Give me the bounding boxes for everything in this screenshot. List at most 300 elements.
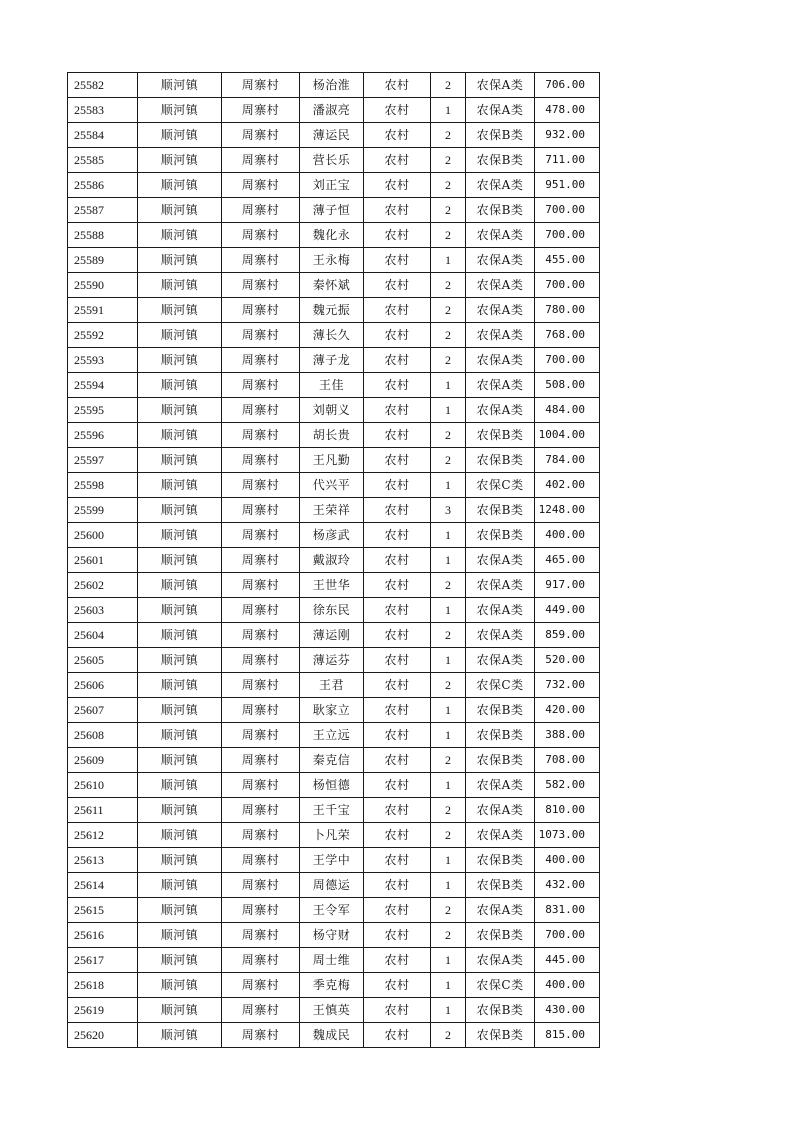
- record-id-cell: 25601: [68, 548, 138, 573]
- town-cell: 顺河镇: [138, 98, 222, 123]
- town-cell: 顺河镇: [138, 148, 222, 173]
- person-count-cell: 1: [431, 523, 466, 548]
- record-id-cell: 25600: [68, 523, 138, 548]
- household-type-cell: 农村: [364, 1023, 431, 1048]
- household-type-cell: 农村: [364, 698, 431, 723]
- table-row: [68, 773, 600, 798]
- town-cell: 顺河镇: [138, 123, 222, 148]
- name-cell: 王令军: [300, 898, 364, 923]
- name-cell: 薄运刚: [300, 623, 364, 648]
- town-cell: 顺河镇: [138, 348, 222, 373]
- table-row: [68, 223, 600, 248]
- person-count-cell: 1: [431, 948, 466, 973]
- table-row: [68, 398, 600, 423]
- person-count-cell: 2: [431, 898, 466, 923]
- record-id-cell: 25583: [68, 98, 138, 123]
- table-row: [68, 898, 600, 923]
- town-cell: 顺河镇: [138, 723, 222, 748]
- household-type-cell: 农村: [364, 723, 431, 748]
- insurance-category-cell: 农保A类: [466, 398, 535, 423]
- table-row: [68, 523, 600, 548]
- amount-cell: 917.00: [535, 573, 600, 598]
- amount-cell: 432.00: [535, 873, 600, 898]
- village-cell: 周寨村: [222, 773, 300, 798]
- village-cell: 周寨村: [222, 73, 300, 98]
- name-cell: 卜凡荣: [300, 823, 364, 848]
- table-row: [68, 873, 600, 898]
- name-cell: 薄运芬: [300, 648, 364, 673]
- name-cell: 刘朝义: [300, 398, 364, 423]
- insurance-category-cell: 农保B类: [466, 1023, 535, 1048]
- amount-cell: 478.00: [535, 98, 600, 123]
- amount-cell: 708.00: [535, 748, 600, 773]
- town-cell: 顺河镇: [138, 448, 222, 473]
- person-count-cell: 1: [431, 248, 466, 273]
- name-cell: 王佳: [300, 373, 364, 398]
- town-cell: 顺河镇: [138, 673, 222, 698]
- village-cell: 周寨村: [222, 423, 300, 448]
- insurance-category-cell: 农保C类: [466, 673, 535, 698]
- village-cell: 周寨村: [222, 798, 300, 823]
- household-type-cell: 农村: [364, 273, 431, 298]
- name-cell: 戴淑玲: [300, 548, 364, 573]
- amount-cell: 711.00: [535, 148, 600, 173]
- village-cell: 周寨村: [222, 823, 300, 848]
- insurance-category-cell: 农保A类: [466, 623, 535, 648]
- insurance-category-cell: 农保A类: [466, 598, 535, 623]
- village-cell: 周寨村: [222, 223, 300, 248]
- table-row: [68, 123, 600, 148]
- record-id-cell: 25588: [68, 223, 138, 248]
- table-row: [68, 648, 600, 673]
- village-cell: 周寨村: [222, 298, 300, 323]
- record-id-cell: 25593: [68, 348, 138, 373]
- name-cell: 杨治淮: [300, 73, 364, 98]
- person-count-cell: 1: [431, 973, 466, 998]
- table-row: [68, 698, 600, 723]
- household-type-cell: 农村: [364, 123, 431, 148]
- village-cell: 周寨村: [222, 373, 300, 398]
- amount-cell: 430.00: [535, 998, 600, 1023]
- household-type-cell: 农村: [364, 373, 431, 398]
- record-id-cell: 25599: [68, 498, 138, 523]
- household-type-cell: 农村: [364, 73, 431, 98]
- town-cell: 顺河镇: [138, 623, 222, 648]
- name-cell: 魏成民: [300, 1023, 364, 1048]
- insurance-category-cell: 农保A类: [466, 548, 535, 573]
- amount-cell: 400.00: [535, 848, 600, 873]
- record-id-cell: 25618: [68, 973, 138, 998]
- village-cell: 周寨村: [222, 198, 300, 223]
- household-type-cell: 农村: [364, 773, 431, 798]
- town-cell: 顺河镇: [138, 898, 222, 923]
- insurance-category-cell: 农保C类: [466, 973, 535, 998]
- person-count-cell: 2: [431, 73, 466, 98]
- village-cell: 周寨村: [222, 1023, 300, 1048]
- household-type-cell: 农村: [364, 798, 431, 823]
- person-count-cell: 2: [431, 748, 466, 773]
- records-table: [67, 72, 600, 1048]
- town-cell: 顺河镇: [138, 1023, 222, 1048]
- record-id-cell: 25602: [68, 573, 138, 598]
- household-type-cell: 农村: [364, 223, 431, 248]
- name-cell: 徐东民: [300, 598, 364, 623]
- person-count-cell: 1: [431, 873, 466, 898]
- name-cell: 杨守财: [300, 923, 364, 948]
- name-cell: 王慎英: [300, 998, 364, 1023]
- table-row: [68, 273, 600, 298]
- record-id-cell: 25589: [68, 248, 138, 273]
- town-cell: 顺河镇: [138, 973, 222, 998]
- household-type-cell: 农村: [364, 898, 431, 923]
- household-type-cell: 农村: [364, 973, 431, 998]
- amount-cell: 932.00: [535, 123, 600, 148]
- name-cell: 刘正宝: [300, 173, 364, 198]
- household-type-cell: 农村: [364, 248, 431, 273]
- household-type-cell: 农村: [364, 423, 431, 448]
- person-count-cell: 2: [431, 623, 466, 648]
- town-cell: 顺河镇: [138, 798, 222, 823]
- insurance-category-cell: 农保B类: [466, 148, 535, 173]
- village-cell: 周寨村: [222, 748, 300, 773]
- person-count-cell: 2: [431, 173, 466, 198]
- person-count-cell: 2: [431, 123, 466, 148]
- insurance-category-cell: 农保A类: [466, 73, 535, 98]
- name-cell: 杨恒德: [300, 773, 364, 798]
- person-count-cell: 2: [431, 448, 466, 473]
- name-cell: 王世华: [300, 573, 364, 598]
- household-type-cell: 农村: [364, 473, 431, 498]
- insurance-category-cell: 农保A类: [466, 898, 535, 923]
- town-cell: 顺河镇: [138, 573, 222, 598]
- record-id-cell: 25620: [68, 1023, 138, 1048]
- person-count-cell: 2: [431, 198, 466, 223]
- person-count-cell: 1: [431, 598, 466, 623]
- town-cell: 顺河镇: [138, 648, 222, 673]
- amount-cell: 810.00: [535, 798, 600, 823]
- amount-cell: 768.00: [535, 323, 600, 348]
- person-count-cell: 2: [431, 423, 466, 448]
- person-count-cell: 1: [431, 998, 466, 1023]
- household-type-cell: 农村: [364, 148, 431, 173]
- household-type-cell: 农村: [364, 298, 431, 323]
- household-type-cell: 农村: [364, 548, 431, 573]
- record-id-cell: 25603: [68, 598, 138, 623]
- table-row: [68, 373, 600, 398]
- town-cell: 顺河镇: [138, 748, 222, 773]
- town-cell: 顺河镇: [138, 398, 222, 423]
- name-cell: 胡长贵: [300, 423, 364, 448]
- person-count-cell: 2: [431, 273, 466, 298]
- household-type-cell: 农村: [364, 648, 431, 673]
- person-count-cell: 2: [431, 673, 466, 698]
- village-cell: 周寨村: [222, 948, 300, 973]
- town-cell: 顺河镇: [138, 823, 222, 848]
- name-cell: 薄长久: [300, 323, 364, 348]
- record-id-cell: 25585: [68, 148, 138, 173]
- person-count-cell: 2: [431, 148, 466, 173]
- town-cell: 顺河镇: [138, 773, 222, 798]
- name-cell: 薄运民: [300, 123, 364, 148]
- amount-cell: 780.00: [535, 298, 600, 323]
- table-row: [68, 473, 600, 498]
- insurance-category-cell: 农保A类: [466, 373, 535, 398]
- household-type-cell: 农村: [364, 923, 431, 948]
- town-cell: 顺河镇: [138, 523, 222, 548]
- insurance-category-cell: 农保A类: [466, 223, 535, 248]
- record-id-cell: 25594: [68, 373, 138, 398]
- insurance-category-cell: 农保A类: [466, 648, 535, 673]
- amount-cell: 1004.00: [535, 423, 600, 448]
- person-count-cell: 2: [431, 323, 466, 348]
- village-cell: 周寨村: [222, 998, 300, 1023]
- table-row: [68, 798, 600, 823]
- record-id-cell: 25610: [68, 773, 138, 798]
- town-cell: 顺河镇: [138, 248, 222, 273]
- record-id-cell: 25616: [68, 923, 138, 948]
- village-cell: 周寨村: [222, 873, 300, 898]
- household-type-cell: 农村: [364, 998, 431, 1023]
- record-id-cell: 25619: [68, 998, 138, 1023]
- insurance-category-cell: 农保B类: [466, 723, 535, 748]
- village-cell: 周寨村: [222, 698, 300, 723]
- household-type-cell: 农村: [364, 498, 431, 523]
- household-type-cell: 农村: [364, 398, 431, 423]
- person-count-cell: 2: [431, 348, 466, 373]
- household-type-cell: 农村: [364, 748, 431, 773]
- name-cell: 魏元振: [300, 298, 364, 323]
- village-cell: 周寨村: [222, 448, 300, 473]
- village-cell: 周寨村: [222, 598, 300, 623]
- household-type-cell: 农村: [364, 948, 431, 973]
- amount-cell: 951.00: [535, 173, 600, 198]
- amount-cell: 1073.00: [535, 823, 600, 848]
- amount-cell: 388.00: [535, 723, 600, 748]
- household-type-cell: 农村: [364, 348, 431, 373]
- record-id-cell: 25596: [68, 423, 138, 448]
- town-cell: 顺河镇: [138, 548, 222, 573]
- table-row: [68, 448, 600, 473]
- insurance-category-cell: 农保A类: [466, 298, 535, 323]
- person-count-cell: 1: [431, 398, 466, 423]
- village-cell: 周寨村: [222, 573, 300, 598]
- insurance-category-cell: 农保B类: [466, 698, 535, 723]
- table-row: [68, 948, 600, 973]
- insurance-category-cell: 农保A类: [466, 773, 535, 798]
- village-cell: 周寨村: [222, 523, 300, 548]
- town-cell: 顺河镇: [138, 273, 222, 298]
- amount-cell: 784.00: [535, 448, 600, 473]
- amount-cell: 420.00: [535, 698, 600, 723]
- table-row: [68, 98, 600, 123]
- name-cell: 薄子恒: [300, 198, 364, 223]
- household-type-cell: 农村: [364, 848, 431, 873]
- record-id-cell: 25604: [68, 623, 138, 648]
- person-count-cell: 2: [431, 573, 466, 598]
- table-row: [68, 973, 600, 998]
- name-cell: 营长乐: [300, 148, 364, 173]
- person-count-cell: 1: [431, 773, 466, 798]
- name-cell: 季克梅: [300, 973, 364, 998]
- table-row: [68, 498, 600, 523]
- table-row: [68, 573, 600, 598]
- household-type-cell: 农村: [364, 623, 431, 648]
- name-cell: 周士维: [300, 948, 364, 973]
- town-cell: 顺河镇: [138, 848, 222, 873]
- name-cell: 代兴平: [300, 473, 364, 498]
- name-cell: 秦克信: [300, 748, 364, 773]
- insurance-category-cell: 农保A类: [466, 173, 535, 198]
- record-id-cell: 25608: [68, 723, 138, 748]
- person-count-cell: 2: [431, 1023, 466, 1048]
- table-row: [68, 73, 600, 98]
- amount-cell: 449.00: [535, 598, 600, 623]
- town-cell: 顺河镇: [138, 873, 222, 898]
- town-cell: 顺河镇: [138, 598, 222, 623]
- insurance-category-cell: 农保B类: [466, 423, 535, 448]
- record-id-cell: 25587: [68, 198, 138, 223]
- table-row: [68, 598, 600, 623]
- amount-cell: 400.00: [535, 973, 600, 998]
- insurance-category-cell: 农保B类: [466, 123, 535, 148]
- name-cell: 王永梅: [300, 248, 364, 273]
- table-row: [68, 423, 600, 448]
- table-row: [68, 348, 600, 373]
- village-cell: 周寨村: [222, 98, 300, 123]
- town-cell: 顺河镇: [138, 998, 222, 1023]
- village-cell: 周寨村: [222, 923, 300, 948]
- amount-cell: 706.00: [535, 73, 600, 98]
- household-type-cell: 农村: [364, 448, 431, 473]
- insurance-category-cell: 农保B类: [466, 498, 535, 523]
- record-id-cell: 25606: [68, 673, 138, 698]
- table-row: [68, 923, 600, 948]
- insurance-category-cell: 农保A类: [466, 98, 535, 123]
- amount-cell: 465.00: [535, 548, 600, 573]
- table-row: [68, 748, 600, 773]
- village-cell: 周寨村: [222, 673, 300, 698]
- table-row: [68, 1023, 600, 1048]
- amount-cell: 455.00: [535, 248, 600, 273]
- table-row: [68, 723, 600, 748]
- amount-cell: 400.00: [535, 523, 600, 548]
- table-row: [68, 148, 600, 173]
- household-type-cell: 农村: [364, 598, 431, 623]
- village-cell: 周寨村: [222, 623, 300, 648]
- village-cell: 周寨村: [222, 323, 300, 348]
- insurance-category-cell: 农保B类: [466, 848, 535, 873]
- person-count-cell: 1: [431, 98, 466, 123]
- household-type-cell: 农村: [364, 198, 431, 223]
- village-cell: 周寨村: [222, 248, 300, 273]
- village-cell: 周寨村: [222, 648, 300, 673]
- insurance-category-cell: 农保A类: [466, 323, 535, 348]
- insurance-category-cell: 农保B类: [466, 523, 535, 548]
- insurance-category-cell: 农保A类: [466, 573, 535, 598]
- town-cell: 顺河镇: [138, 948, 222, 973]
- name-cell: 王立远: [300, 723, 364, 748]
- table-row: [68, 623, 600, 648]
- person-count-cell: 1: [431, 548, 466, 573]
- town-cell: 顺河镇: [138, 698, 222, 723]
- person-count-cell: 3: [431, 498, 466, 523]
- person-count-cell: 2: [431, 223, 466, 248]
- village-cell: 周寨村: [222, 123, 300, 148]
- household-type-cell: 农村: [364, 573, 431, 598]
- name-cell: 王君: [300, 673, 364, 698]
- insurance-category-cell: 农保A类: [466, 348, 535, 373]
- amount-cell: 445.00: [535, 948, 600, 973]
- town-cell: 顺河镇: [138, 73, 222, 98]
- town-cell: 顺河镇: [138, 223, 222, 248]
- village-cell: 周寨村: [222, 548, 300, 573]
- name-cell: 薄子龙: [300, 348, 364, 373]
- household-type-cell: 农村: [364, 173, 431, 198]
- village-cell: 周寨村: [222, 498, 300, 523]
- table-row: [68, 823, 600, 848]
- person-count-cell: 1: [431, 473, 466, 498]
- town-cell: 顺河镇: [138, 473, 222, 498]
- record-id-cell: 25584: [68, 123, 138, 148]
- name-cell: 耿家立: [300, 698, 364, 723]
- household-type-cell: 农村: [364, 673, 431, 698]
- amount-cell: 700.00: [535, 273, 600, 298]
- record-id-cell: 25612: [68, 823, 138, 848]
- person-count-cell: 1: [431, 698, 466, 723]
- person-count-cell: 1: [431, 373, 466, 398]
- record-id-cell: 25609: [68, 748, 138, 773]
- record-id-cell: 25611: [68, 798, 138, 823]
- village-cell: 周寨村: [222, 148, 300, 173]
- name-cell: 王学中: [300, 848, 364, 873]
- amount-cell: 402.00: [535, 473, 600, 498]
- village-cell: 周寨村: [222, 473, 300, 498]
- name-cell: 杨彦武: [300, 523, 364, 548]
- record-id-cell: 25592: [68, 323, 138, 348]
- town-cell: 顺河镇: [138, 923, 222, 948]
- record-id-cell: 25590: [68, 273, 138, 298]
- village-cell: 周寨村: [222, 173, 300, 198]
- town-cell: 顺河镇: [138, 498, 222, 523]
- person-count-cell: 1: [431, 848, 466, 873]
- table-row: [68, 848, 600, 873]
- insurance-category-cell: 农保B类: [466, 873, 535, 898]
- amount-cell: 582.00: [535, 773, 600, 798]
- table-body: [68, 73, 600, 1048]
- insurance-category-cell: 农保A类: [466, 798, 535, 823]
- amount-cell: 700.00: [535, 198, 600, 223]
- insurance-category-cell: 农保C类: [466, 473, 535, 498]
- record-id-cell: 25614: [68, 873, 138, 898]
- record-id-cell: 25582: [68, 73, 138, 98]
- name-cell: 王荣祥: [300, 498, 364, 523]
- table-row: [68, 323, 600, 348]
- household-type-cell: 农村: [364, 823, 431, 848]
- record-id-cell: 25607: [68, 698, 138, 723]
- amount-cell: 700.00: [535, 223, 600, 248]
- record-id-cell: 25595: [68, 398, 138, 423]
- amount-cell: 1248.00: [535, 498, 600, 523]
- town-cell: 顺河镇: [138, 323, 222, 348]
- insurance-category-cell: 农保A类: [466, 273, 535, 298]
- village-cell: 周寨村: [222, 898, 300, 923]
- record-id-cell: 25597: [68, 448, 138, 473]
- table-row: [68, 548, 600, 573]
- household-type-cell: 农村: [364, 98, 431, 123]
- insurance-category-cell: 农保B类: [466, 998, 535, 1023]
- table-row: [68, 173, 600, 198]
- amount-cell: 815.00: [535, 1023, 600, 1048]
